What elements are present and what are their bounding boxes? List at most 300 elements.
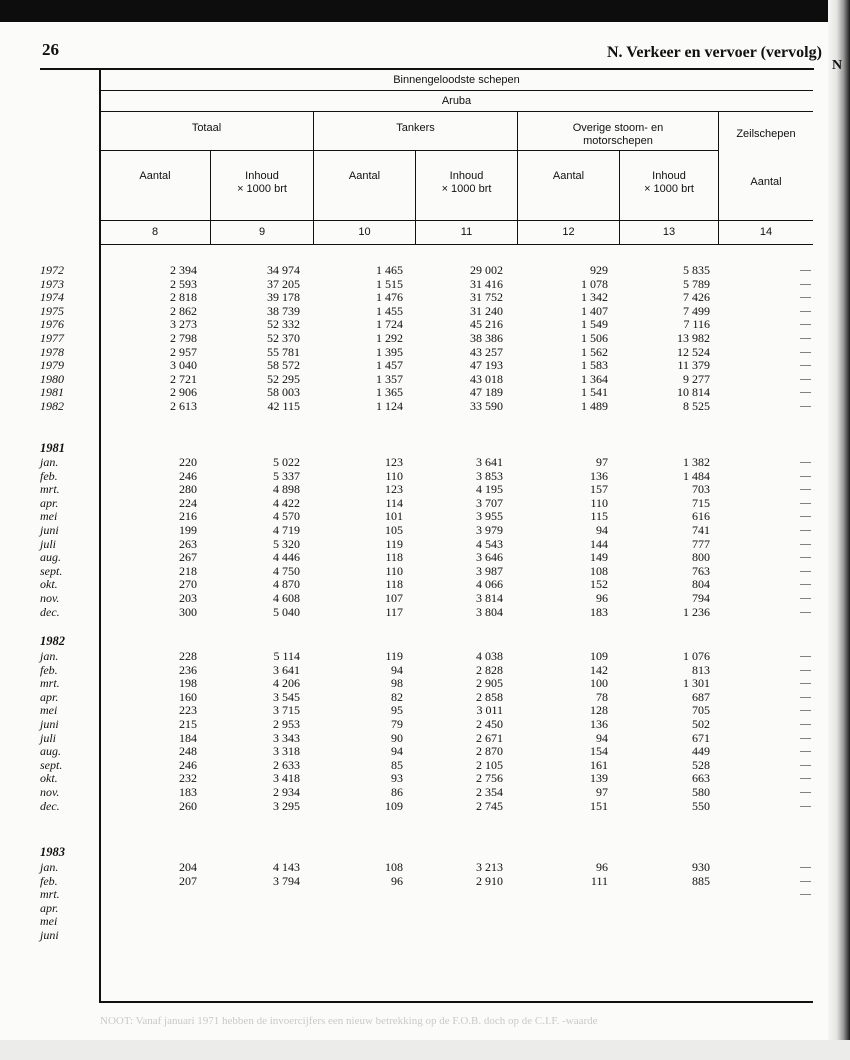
table-cell: 203 [179, 591, 197, 605]
rule-above-colnums [100, 220, 813, 221]
table-cell-zeilschepen: — [800, 318, 811, 331]
header-top: Binnengeloodste schepen [393, 74, 520, 86]
table-cell: 763 [692, 563, 710, 578]
table-cell: 109 [590, 649, 608, 663]
row-label: mei [40, 509, 58, 524]
table-cell: 1 724 [376, 317, 403, 332]
bleed-through-note: NOOT: Vanaf januari 1971 hebben de invoercijfers een nieuw betrekking op de F.O.B. doch op de C.I.F. -waarde [100, 1015, 598, 1027]
table-cell: 671 [692, 730, 710, 745]
row-label: juli [40, 730, 57, 745]
table-cell: 2 862 [170, 303, 197, 318]
table-cell: 204 [179, 860, 197, 874]
table-cell: 94 [596, 523, 608, 537]
table-cell: 94 [391, 662, 403, 677]
table-cell: 3 804 [476, 604, 503, 619]
page-number: 26 [42, 40, 59, 59]
table-cell: 3 418 [273, 771, 300, 786]
table-cell: 703 [692, 482, 710, 497]
table-cell-zeilschepen: — [800, 799, 811, 812]
table-cell: 3 318 [273, 744, 300, 759]
table-cell-zeilschepen: — [800, 578, 811, 591]
table-cell: 39 178 [267, 290, 300, 305]
header-tankers: Tankers [396, 122, 435, 134]
table-cell: 4 750 [273, 563, 300, 578]
table-cell: 929 [590, 263, 608, 277]
table-cell: 663 [692, 771, 710, 786]
table-cell: 1 541 [581, 385, 608, 400]
table-cell: 5 022 [273, 455, 300, 469]
row-label: dec. [40, 604, 60, 619]
table-cell: 4 608 [273, 591, 300, 605]
table-cell: 98 [391, 676, 403, 691]
table-cell: 86 [391, 785, 403, 799]
table-cell: 616 [692, 509, 710, 524]
table-cell: 3 011 [476, 703, 503, 718]
table-cell: 2 818 [170, 290, 197, 305]
table-cell: 55 781 [267, 344, 300, 359]
table-cell-zeilschepen: — [800, 745, 811, 758]
row-label: mei [40, 703, 58, 718]
table-cell: 3 040 [170, 358, 197, 373]
table-cell: 502 [692, 717, 710, 731]
table-cell: 1 395 [376, 344, 403, 359]
table-cell: 236 [179, 662, 197, 677]
col-number-13: 13 [662, 226, 676, 238]
table-cell: 1 382 [683, 455, 710, 469]
table-cell: 2 756 [476, 771, 503, 786]
table-cell: 5 337 [273, 468, 300, 483]
row-label: juni [40, 928, 59, 942]
col-number-10: 10 [358, 226, 371, 238]
table-cell: 2 671 [476, 730, 503, 745]
table-cell: 31 240 [470, 303, 503, 318]
table-cell: 3 955 [476, 509, 503, 524]
table-cell: 267 [179, 550, 197, 565]
table-cell: 107 [385, 591, 403, 605]
table-cell: 38 386 [470, 331, 503, 345]
table-cell: 136 [590, 468, 608, 483]
table-cell-zeilschepen: — [800, 690, 811, 703]
table-cell: 94 [391, 744, 403, 759]
table-cell: 1 357 [376, 371, 403, 386]
table-cell: 794 [692, 591, 710, 605]
table-cell-zeilschepen: — [800, 359, 811, 372]
row-label: 1973 [40, 276, 64, 291]
table-cell: 108 [590, 563, 608, 578]
table-cell: 1 342 [581, 290, 608, 305]
table-cell: 2 953 [273, 717, 300, 731]
table-cell: 184 [179, 730, 197, 745]
table-cell-zeilschepen: — [800, 650, 811, 662]
table-cell: 2 870 [476, 744, 503, 759]
table-cell: 139 [590, 771, 608, 786]
scan-top-border [0, 0, 850, 22]
table-cell: 110 [385, 563, 403, 578]
table-cell: 2 858 [476, 689, 503, 704]
table-cell: 220 [179, 455, 197, 469]
table-cell: 223 [179, 703, 197, 718]
row-label: 1976 [40, 317, 64, 332]
table-cell: 96 [391, 873, 403, 888]
year-heading: 1982 [40, 634, 65, 648]
row-label: 1981 [40, 385, 64, 400]
table-cell-zeilschepen: — [800, 483, 811, 496]
table-cell: 715 [692, 495, 710, 510]
table-cell: 2 394 [170, 263, 197, 277]
section-title: N. Verkeer en vervoer (vervolg) [607, 44, 822, 61]
header-inhoud-13-b: × 1000 brt [644, 183, 694, 195]
header-inhoud-9-b: × 1000 brt [237, 183, 287, 195]
table-cell: 4 195 [476, 482, 503, 497]
header-aantal-12: Aantal [552, 170, 585, 182]
table-cell-zeilschepen: — [800, 605, 811, 618]
table-cell-zeilschepen: — [800, 386, 811, 399]
table-cell: 2 957 [170, 344, 197, 359]
table-cell: 58 003 [267, 385, 300, 400]
table-cell: 3 343 [273, 730, 300, 745]
table-cell: 37 205 [267, 276, 300, 291]
row-label: dec. [40, 798, 60, 813]
table-cell: 1 489 [581, 399, 608, 413]
row-label: 1975 [40, 303, 64, 318]
table-cell: 78 [596, 689, 608, 704]
table-cell: 280 [179, 482, 197, 497]
table-cell: 5 114 [273, 649, 300, 663]
table-cell-zeilschepen: — [800, 264, 811, 276]
table-cell: 1 292 [376, 331, 403, 345]
table-cell: 149 [590, 550, 608, 565]
table-cell: 4 038 [476, 649, 503, 663]
table-cell: 52 370 [267, 331, 300, 345]
table-cell: 4 066 [476, 577, 503, 592]
table-cell-zeilschepen: — [800, 758, 811, 771]
table-cell: 1 236 [683, 604, 710, 619]
table-cell: 2 906 [170, 385, 197, 400]
table-cell-zeilschepen: — [800, 496, 811, 509]
col-number-9: 9 [258, 226, 266, 238]
table-cell: 528 [692, 757, 710, 772]
table-cell-zeilschepen: — [800, 861, 811, 873]
table-cell: 115 [590, 509, 608, 524]
table-cell-zeilschepen: — [800, 537, 811, 550]
year-heading: 1983 [40, 845, 65, 859]
row-label: nov. [40, 591, 60, 605]
table-cell: 96 [596, 591, 608, 605]
table-cell: 248 [179, 744, 197, 759]
table-cell: 7 116 [683, 317, 710, 332]
table-cell: 2 721 [170, 371, 197, 386]
table-cell: 160 [179, 689, 197, 704]
table-cell: 154 [590, 744, 608, 759]
table-cell: 2 910 [476, 873, 503, 888]
table-cell-zeilschepen: — [800, 704, 811, 717]
table-cell: 263 [179, 536, 197, 551]
table-cell: 1 549 [581, 317, 608, 332]
table-cell: 215 [179, 717, 197, 731]
table-cell: 13 982 [677, 331, 710, 345]
rule-under-totaal [100, 150, 313, 151]
table-cell-zeilschepen: — [800, 400, 811, 412]
row-label: apr. [40, 689, 59, 704]
table-cell: 777 [692, 536, 710, 551]
table-cell: 136 [590, 717, 608, 731]
table-cell: 123 [385, 482, 403, 497]
row-label: feb. [40, 468, 58, 483]
table-cell: 1 457 [376, 358, 403, 373]
table-cell-zeilschepen: — [800, 304, 811, 317]
table-cell: 2 745 [476, 798, 503, 813]
table-cell: 2 828 [476, 662, 503, 677]
table-cell: 218 [179, 563, 197, 578]
row-label: okt. [40, 577, 58, 592]
table-cell: 3 794 [273, 873, 300, 888]
row-label: 1977 [40, 331, 64, 345]
table-cell: 123 [385, 455, 403, 469]
table-cell: 33 590 [470, 399, 503, 413]
table-cell: 1 583 [581, 358, 608, 373]
table-cell: 118 [385, 550, 403, 565]
row-label: jan. [40, 455, 59, 469]
table-cell: 114 [385, 495, 403, 510]
row-label: mrt. [40, 887, 60, 902]
table-cell: 199 [179, 523, 197, 537]
table-cell: 95 [391, 703, 403, 718]
table-cell-zeilschepen: — [800, 456, 811, 468]
table-cell: 3 295 [273, 798, 300, 813]
table-cell: 1 365 [376, 385, 403, 400]
table-cell: 43 018 [470, 371, 503, 386]
row-label: 1972 [40, 263, 64, 277]
row-label: 1974 [40, 290, 64, 305]
header-inhoud-13-a: Inhoud [652, 170, 686, 182]
table-cell: 4 422 [273, 495, 300, 510]
col-number-14: 14 [759, 226, 773, 238]
table-cell-zeilschepen: — [800, 277, 811, 290]
table-cell: 1 476 [376, 290, 403, 305]
table-cell: 108 [385, 860, 403, 874]
table-cell-zeilschepen: — [800, 874, 811, 887]
table-cell: 2 354 [476, 785, 503, 799]
table-cell-zeilschepen: — [800, 469, 811, 482]
table-cell: 90 [391, 730, 403, 745]
table-cell: 144 [590, 536, 608, 551]
row-label: 1982 [40, 399, 64, 413]
table-cell: 260 [179, 798, 197, 813]
col-number-11: 11 [460, 226, 473, 238]
table-cell-zeilschepen: — [800, 772, 811, 785]
row-label: nov. [40, 785, 60, 799]
row-label: okt. [40, 771, 58, 786]
rule-under-overige [518, 150, 718, 151]
table-cell: 110 [590, 495, 608, 510]
table-cell-zeilschepen: — [800, 345, 811, 358]
table-cell: 3 545 [273, 689, 300, 704]
row-label: 1978 [40, 344, 64, 359]
table-cell: 43 257 [470, 344, 503, 359]
table-cell-zeilschepen: — [800, 731, 811, 744]
row-label: feb. [40, 873, 58, 888]
table-cell: 885 [692, 873, 710, 888]
rule-under-top-header [100, 90, 813, 91]
table-cell-zeilschepen: — [800, 372, 811, 385]
table-cell: 1 484 [683, 468, 710, 483]
header-overige-2: motorschepen [583, 135, 653, 147]
table-cell: 38 739 [267, 303, 300, 318]
table-cell: 3 853 [476, 468, 503, 483]
table-cell: 1 506 [581, 331, 608, 345]
table-cell: 2 633 [273, 757, 300, 772]
table-cell: 105 [385, 523, 403, 537]
table-cell: 580 [692, 785, 710, 799]
table-cell: 93 [391, 771, 403, 786]
scan-bottom-edge [0, 1040, 850, 1060]
header-inhoud-11-a: Inhoud [449, 170, 484, 182]
table-cell: 705 [692, 703, 710, 718]
table-cell-zeilschepen: — [800, 663, 811, 676]
table-cell: 2 450 [476, 717, 503, 731]
table-cell: 31 752 [470, 290, 503, 305]
header-zeilschepen: Zeilschepen [736, 128, 796, 140]
table-cell: 7 499 [683, 303, 710, 318]
table-cell: 151 [590, 798, 608, 813]
table-cell: 232 [179, 771, 197, 786]
table-cell: 117 [385, 604, 403, 619]
table-cell: 270 [179, 577, 197, 592]
table-cell: 34 974 [267, 263, 300, 277]
table-cell: 128 [590, 703, 608, 718]
table-cell-zeilschepen: — [800, 551, 811, 564]
table-cell: 85 [391, 757, 403, 772]
table-cell: 52 295 [267, 371, 300, 386]
table-cell: 119 [385, 536, 403, 551]
table-cell-zeilschepen: — [800, 510, 811, 523]
table-cell: 79 [391, 717, 403, 731]
table-cell: 198 [179, 676, 197, 691]
table-cell: 3 641 [273, 662, 300, 677]
table-cell: 930 [692, 860, 710, 874]
table-cell: 7 426 [683, 290, 710, 305]
table-cell: 228 [179, 649, 197, 663]
table-cell: 2 798 [170, 331, 197, 345]
table-cell: 29 002 [470, 263, 503, 277]
table-cell-zeilschepen: — [800, 786, 811, 798]
table-cell: 687 [692, 689, 710, 704]
table-cell-zeilschepen: — [800, 332, 811, 344]
table-cell: 4 898 [273, 482, 300, 497]
table-cell: 47 189 [470, 385, 503, 400]
table-cell: 1 562 [581, 344, 608, 359]
header-overige-1: Overige stoom- en [572, 122, 664, 134]
table-cell: 152 [590, 577, 608, 592]
table-cell-zeilschepen: — [800, 718, 811, 730]
table-cell-zeilschepen: — [800, 564, 811, 577]
table-cell: 45 216 [470, 317, 503, 332]
row-label: juli [40, 536, 57, 551]
table-cell: 4 446 [273, 550, 300, 565]
table-cell: 2 905 [476, 676, 503, 691]
header-inhoud-11-b: × 1000 brt [441, 183, 492, 195]
table-cell: 3 814 [476, 591, 503, 605]
table-cell: 31 416 [470, 276, 503, 291]
table-cell: 109 [385, 798, 403, 813]
row-label: 1980 [40, 371, 64, 386]
table-cell: 3 707 [476, 495, 503, 510]
table-cell: 2 934 [273, 785, 300, 799]
rule-under-colnums [100, 244, 813, 245]
table-cell: 4 543 [476, 536, 503, 551]
table-cell: 1 078 [581, 276, 608, 291]
table-cell: 1 465 [376, 263, 403, 277]
table-cell: 1 455 [376, 303, 403, 318]
row-label: 1979 [40, 358, 64, 373]
table-cell: 3 987 [476, 563, 503, 578]
table-bottom-rule [99, 1001, 813, 1003]
year-heading: 1981 [40, 441, 65, 455]
table-cell-zeilschepen: — [800, 291, 811, 304]
table-cell: 12 524 [677, 344, 710, 359]
table-cell: 224 [179, 495, 197, 510]
table-cell: 741 [692, 523, 710, 537]
header-aantal-10: Aantal [348, 170, 381, 182]
table-cell: 1 124 [376, 399, 403, 413]
table-cell: 5 040 [273, 604, 300, 619]
table-cell: 82 [391, 689, 403, 704]
table-cell: 96 [596, 860, 608, 874]
table-cell: 3 213 [476, 860, 503, 874]
table-cell: 97 [596, 785, 608, 799]
table-cell: 94 [596, 730, 608, 745]
table-cell: 2 593 [170, 276, 197, 291]
table-cell: 449 [692, 744, 710, 759]
table-cell: 246 [179, 468, 197, 483]
table-cell: 207 [179, 873, 197, 888]
row-label: jan. [40, 649, 59, 663]
header-inhoud-9-a: Inhoud [245, 170, 279, 182]
row-label: mrt. [40, 482, 60, 497]
scan-right-edge [828, 0, 850, 1060]
row-label: sept. [40, 563, 63, 578]
row-label: mrt. [40, 676, 60, 691]
table-cell: 300 [179, 604, 197, 619]
table-cell: 52 332 [267, 317, 300, 332]
table-cell: 3 715 [273, 703, 300, 718]
table-cell: 157 [590, 482, 608, 497]
table-cell: 97 [596, 455, 608, 469]
table-cell: 4 143 [273, 860, 300, 874]
table-cell: 11 379 [677, 358, 710, 373]
header-totaal: Totaal [191, 122, 222, 134]
table-cell: 1 407 [581, 303, 608, 318]
table-cell: 3 979 [476, 523, 503, 537]
row-label: sept. [40, 757, 63, 772]
table-cell: 1 301 [683, 676, 710, 691]
table-cell: 216 [179, 509, 197, 524]
table-cell: 246 [179, 757, 197, 772]
table-cell-zeilschepen: — [800, 592, 811, 604]
table-cell: 183 [590, 604, 608, 619]
table-cell: 10 814 [677, 385, 710, 400]
table-cell: 111 [590, 873, 608, 888]
header-aruba: Aruba [441, 95, 472, 107]
table-cell: 3 646 [476, 550, 503, 565]
table-cell: 5 320 [273, 536, 300, 551]
table-cell: 4 570 [273, 509, 300, 524]
table-cell: 58 572 [267, 358, 300, 373]
next-page-edge-letter: N [832, 58, 843, 73]
table-cell: 4 206 [273, 676, 300, 691]
table-cell: 161 [590, 757, 608, 772]
table-cell-zeilschepen: — [800, 888, 811, 901]
